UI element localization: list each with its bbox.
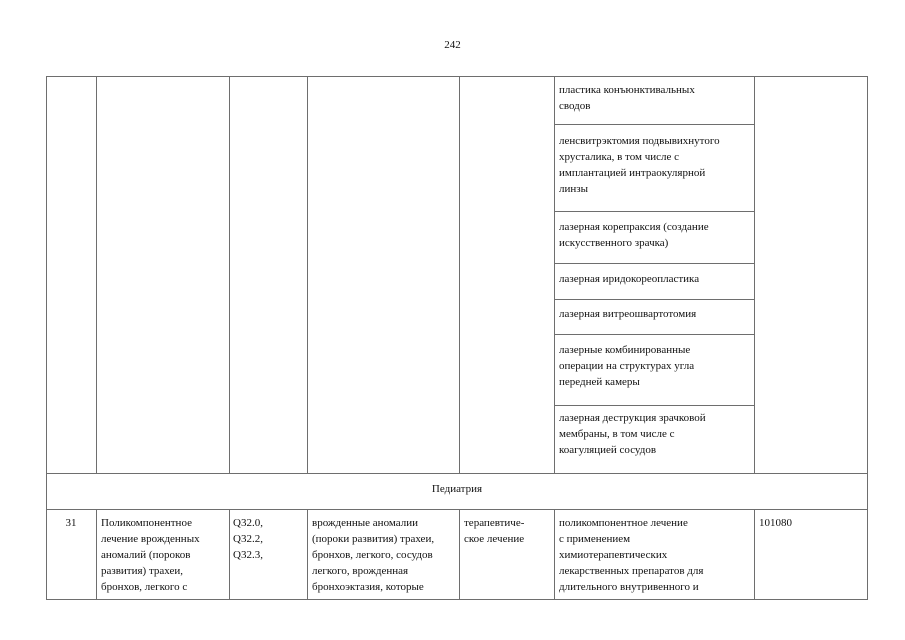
method-cell: лазерная иридокореопластика bbox=[559, 273, 700, 285]
page-number: 242 bbox=[444, 39, 461, 51]
section-top-border bbox=[46, 473, 868, 474]
method-separator bbox=[554, 334, 754, 335]
method-cell: ленсвитрэктомия подвывихнутого хрусталика, в том числе с имплантацией интраокулярной линзы bbox=[559, 135, 720, 195]
method-cell: лазерная деструкция зрачковой мембраны, в том числе с коагуляцией сосудов bbox=[559, 412, 706, 456]
section-bottom-border bbox=[46, 509, 868, 510]
treatment-method: поликомпонентное лечение с применением химиотерапевтических лекарственных препаратов для длительного внутривенного и bbox=[559, 517, 704, 593]
col-border bbox=[307, 76, 308, 473]
method-cell: лазерные комбинированные операции на структурах угла передней камеры bbox=[559, 344, 695, 388]
col-border bbox=[554, 509, 555, 599]
method-cell: пластика конъюнктивальных сводов bbox=[559, 84, 695, 112]
method-separator bbox=[554, 263, 754, 264]
col-border bbox=[459, 509, 460, 599]
col-border bbox=[229, 76, 230, 473]
col-border bbox=[96, 76, 97, 473]
cost-value: 101080 bbox=[759, 517, 792, 529]
col-border bbox=[96, 509, 97, 599]
col-border bbox=[459, 76, 460, 473]
col-border bbox=[46, 76, 47, 473]
table-top-border bbox=[46, 76, 868, 77]
col-border bbox=[307, 509, 308, 599]
care-type-name: Поликомпонентное лечение врожденных аномалий (пороков развития) трахеи, бронхов, легкого с bbox=[101, 517, 200, 593]
table-bottom-border bbox=[46, 599, 868, 600]
treatment-type: терапевтиче- ское лечение bbox=[464, 517, 525, 545]
col-border bbox=[867, 509, 868, 599]
col-border bbox=[554, 76, 555, 473]
method-cell: лазерная корепраксия (создание искусственного зрачка) bbox=[559, 221, 709, 249]
method-cell: лазерная витреошвартотомия bbox=[559, 308, 697, 320]
col-border bbox=[754, 76, 755, 473]
col-border bbox=[754, 509, 755, 599]
col-border bbox=[867, 76, 868, 473]
section-title: Педиатрия bbox=[431, 483, 483, 495]
col-border bbox=[229, 509, 230, 599]
method-separator bbox=[554, 299, 754, 300]
patient-model: врожденные аномалии (пороки развития) трахеи, бронхов, легкого, сосудов легкого, врожденная бронхоэктазия, которые bbox=[312, 517, 435, 593]
row-number: 31 bbox=[65, 517, 77, 529]
method-separator bbox=[554, 124, 754, 125]
icd-codes: Q32.0, Q32.2, Q32.3, bbox=[233, 517, 263, 561]
method-separator bbox=[554, 211, 754, 212]
method-separator bbox=[554, 405, 754, 406]
